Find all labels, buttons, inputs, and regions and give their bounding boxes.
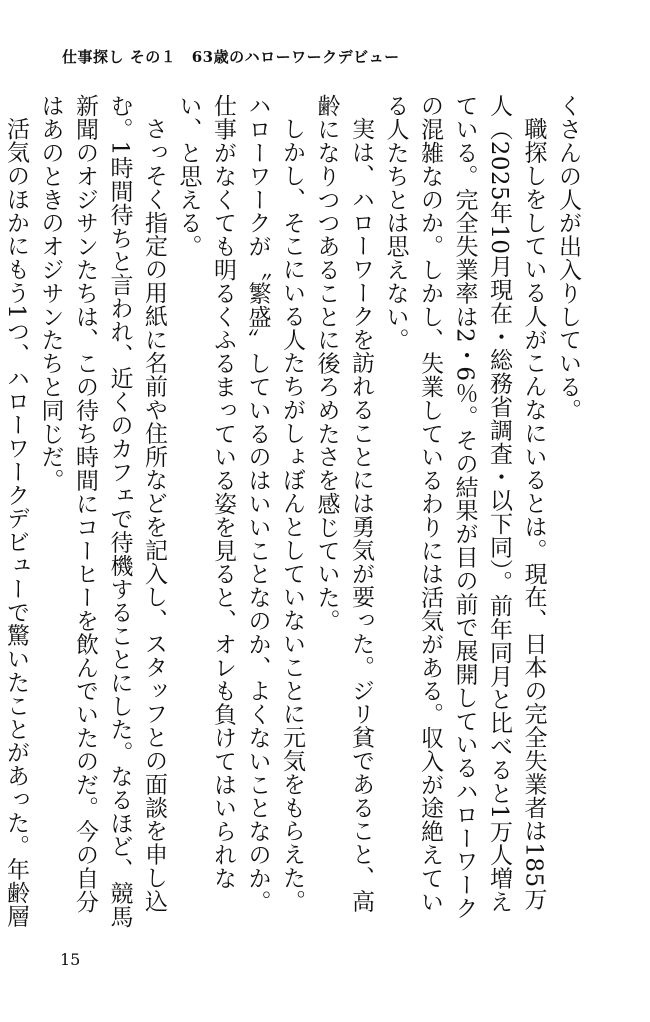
- paragraph: 職探しをしている人がこんなにいるとは。現在、日本の完全失業者は185万人（2025年10月現在・総務省調査・以下同）。前年同月と比べると1万人増えている。完全失業率は2・6％。その結果が目の前で展開しているハローワークの混雑なのか。しかし、失業しているわりには活気がある。収入が途絶えている人たちとは思えない。: [382, 94, 547, 920]
- page-number: 15: [60, 950, 81, 969]
- running-header: 仕事探し その１ 63歳のハローワークデビュー: [62, 48, 400, 66]
- paragraph: さっそく指定の用紙に名前や住所などを記入し、スタッフとの面談を申し込む。1時間待ちと言われ、近くのカフェで待機することにした。なるほど、競馬新聞のオジサンたちは、この待ち時間にコーヒーを飲んでいたのだ。今の自分はあのときのオジサンたちと同じだ。: [37, 94, 167, 929]
- paragraph: 実は、ハローワークを訪れることには勇気が要った。ジリ貧であること、高齢になりつつあることに後ろめたさを感じていた。: [313, 94, 374, 913]
- paragraph: しかし、そこにいる人たちがしょぼんとしていないことに元気をもらえた。ハローワークが〝繁盛〟しているのはいいことなのか、よくないことなのか。仕事がなくても明るくふるまっている姿を見ると、オレも負けてはいられない、と思える。: [175, 94, 305, 913]
- paragraph: 活気のほかにもう1つ、ハローワークデビューで驚いたことがあった。年齢層: [3, 117, 29, 928]
- paragraph: くさんの人が出入りしている。: [555, 94, 581, 422]
- body-text: [3, 94, 585, 932]
